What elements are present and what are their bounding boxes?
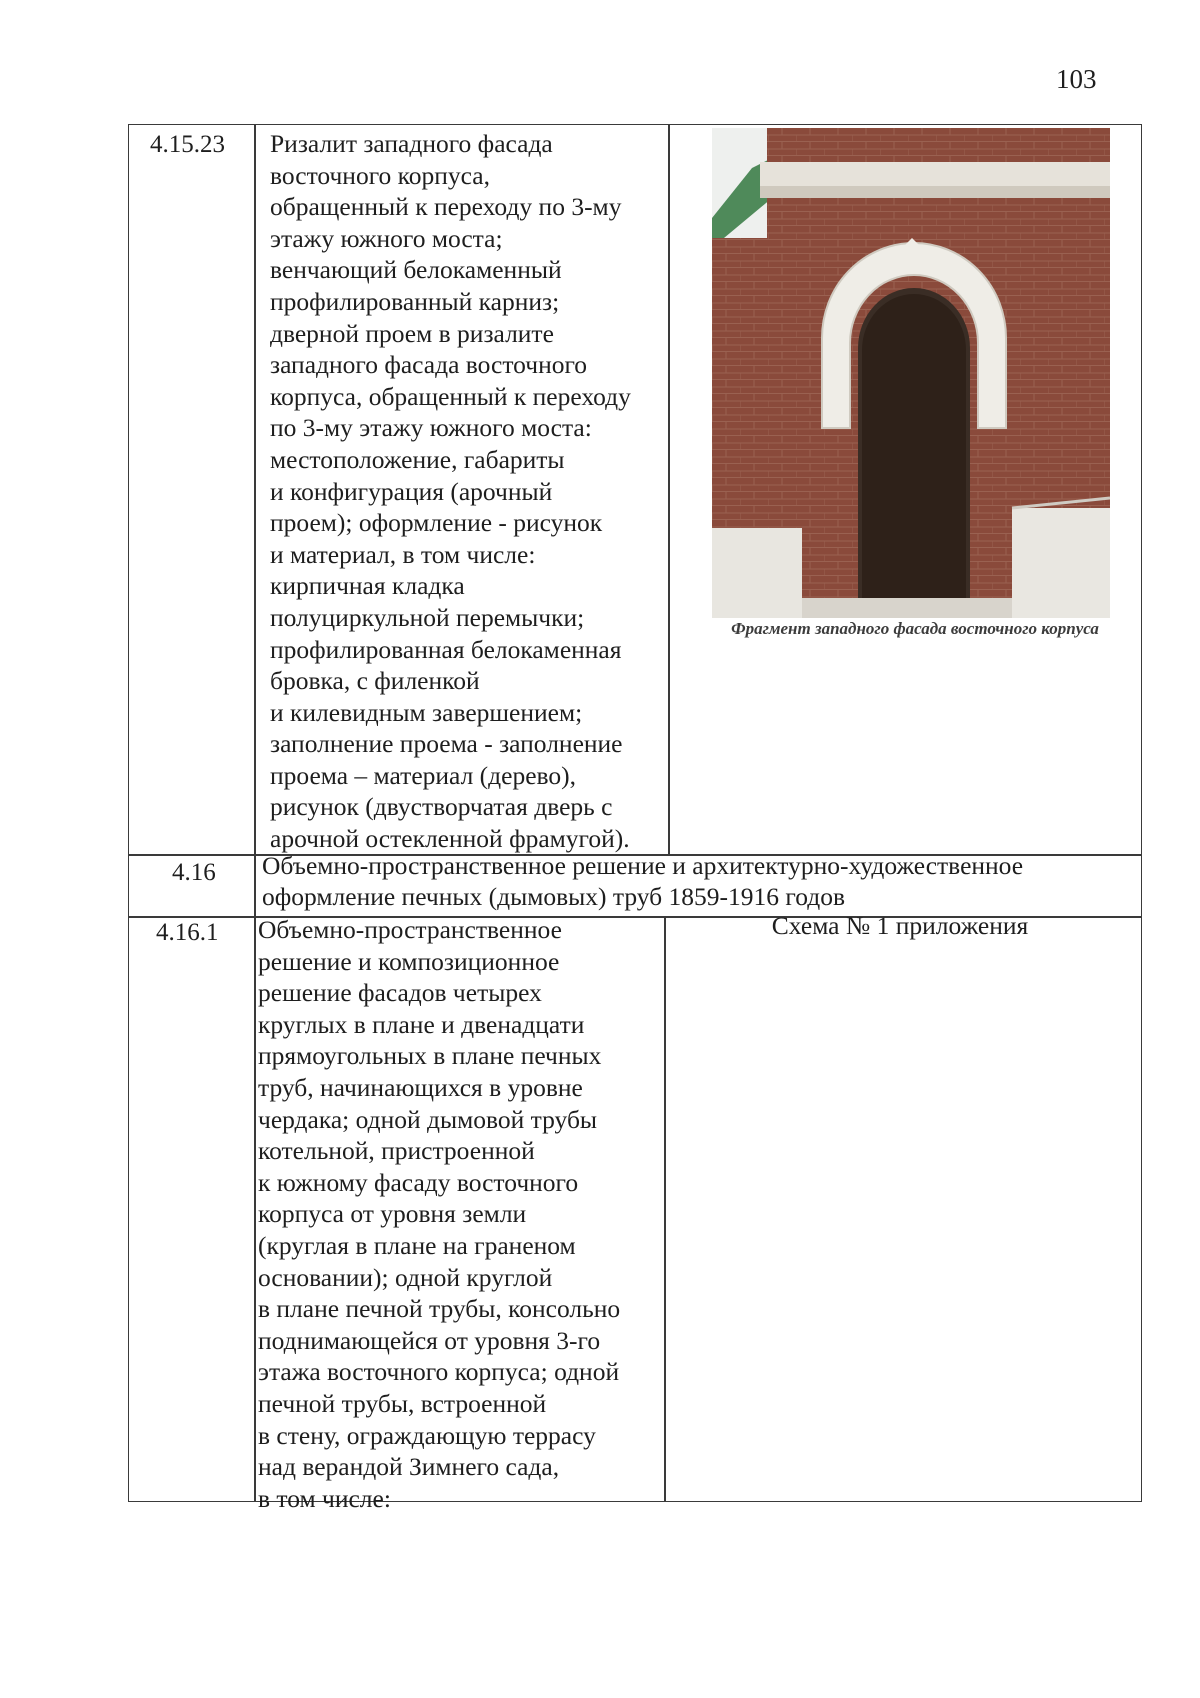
row-number-4-16-1: 4.16.1 bbox=[156, 919, 219, 946]
page-number: 103 bbox=[1056, 64, 1097, 94]
row-number-4-16: 4.16 bbox=[172, 859, 216, 886]
row-text-4-16: Объемно-пространственное решение и архитектурно-художественное оформление печных (дымовых) труб 1859-1916 годов bbox=[262, 851, 1024, 911]
column-divider-photo bbox=[668, 124, 670, 854]
facade-photo bbox=[712, 128, 1110, 618]
row-number-4-15-23: 4.15.23 bbox=[150, 131, 225, 158]
column-divider-reference bbox=[664, 916, 666, 1502]
column-divider-number bbox=[254, 124, 256, 1502]
scheme-reference: Схема № 1 приложения bbox=[771, 911, 1029, 940]
photo-caption: Фрагмент западного фасада восточного корпуса bbox=[731, 619, 1099, 638]
row-text-4-16-1: Объемно-пространственное решение и композиционное решение фасадов четырех круглых в плане и двенадцати прямоугольных в плане печных труб, начинающихся в уровне чердака; одной дымовой трубы котельной, пристроенной к южному фасаду восточного корпуса от уровня земли (круглая в плане на граненом основании); одной круглой в плане печной трубы, консольно поднимающейся от уровня 3-го этажа восточного корпуса; одной печной трубы, встроенной в стену, ограждающую террасу над верандой Зимнего сада, в том числе: bbox=[258, 915, 621, 1513]
row-text-4-15-23: Ризалит западного фасада восточного корпуса, обращенный к переходу по 3-му этажу южного моста; венчающий белокаменный профилированный карниз; дверной проем в ризалите западного фасада восточного корпуса, обращенный к переходу по 3-му этажу южного моста: местоположение, габариты и конфигурация (арочный проем); оформление - рисунок и материал, в том числе: кирпичная кладка полуциркульной перемычки; профилированная белокаменная бровка, с филенкой и килевидным завершением; заполнение проема - заполнение проема – материал (дерево), рисунок (двустворчатая дверь с арочной остекленной фрамугой). bbox=[270, 129, 631, 854]
